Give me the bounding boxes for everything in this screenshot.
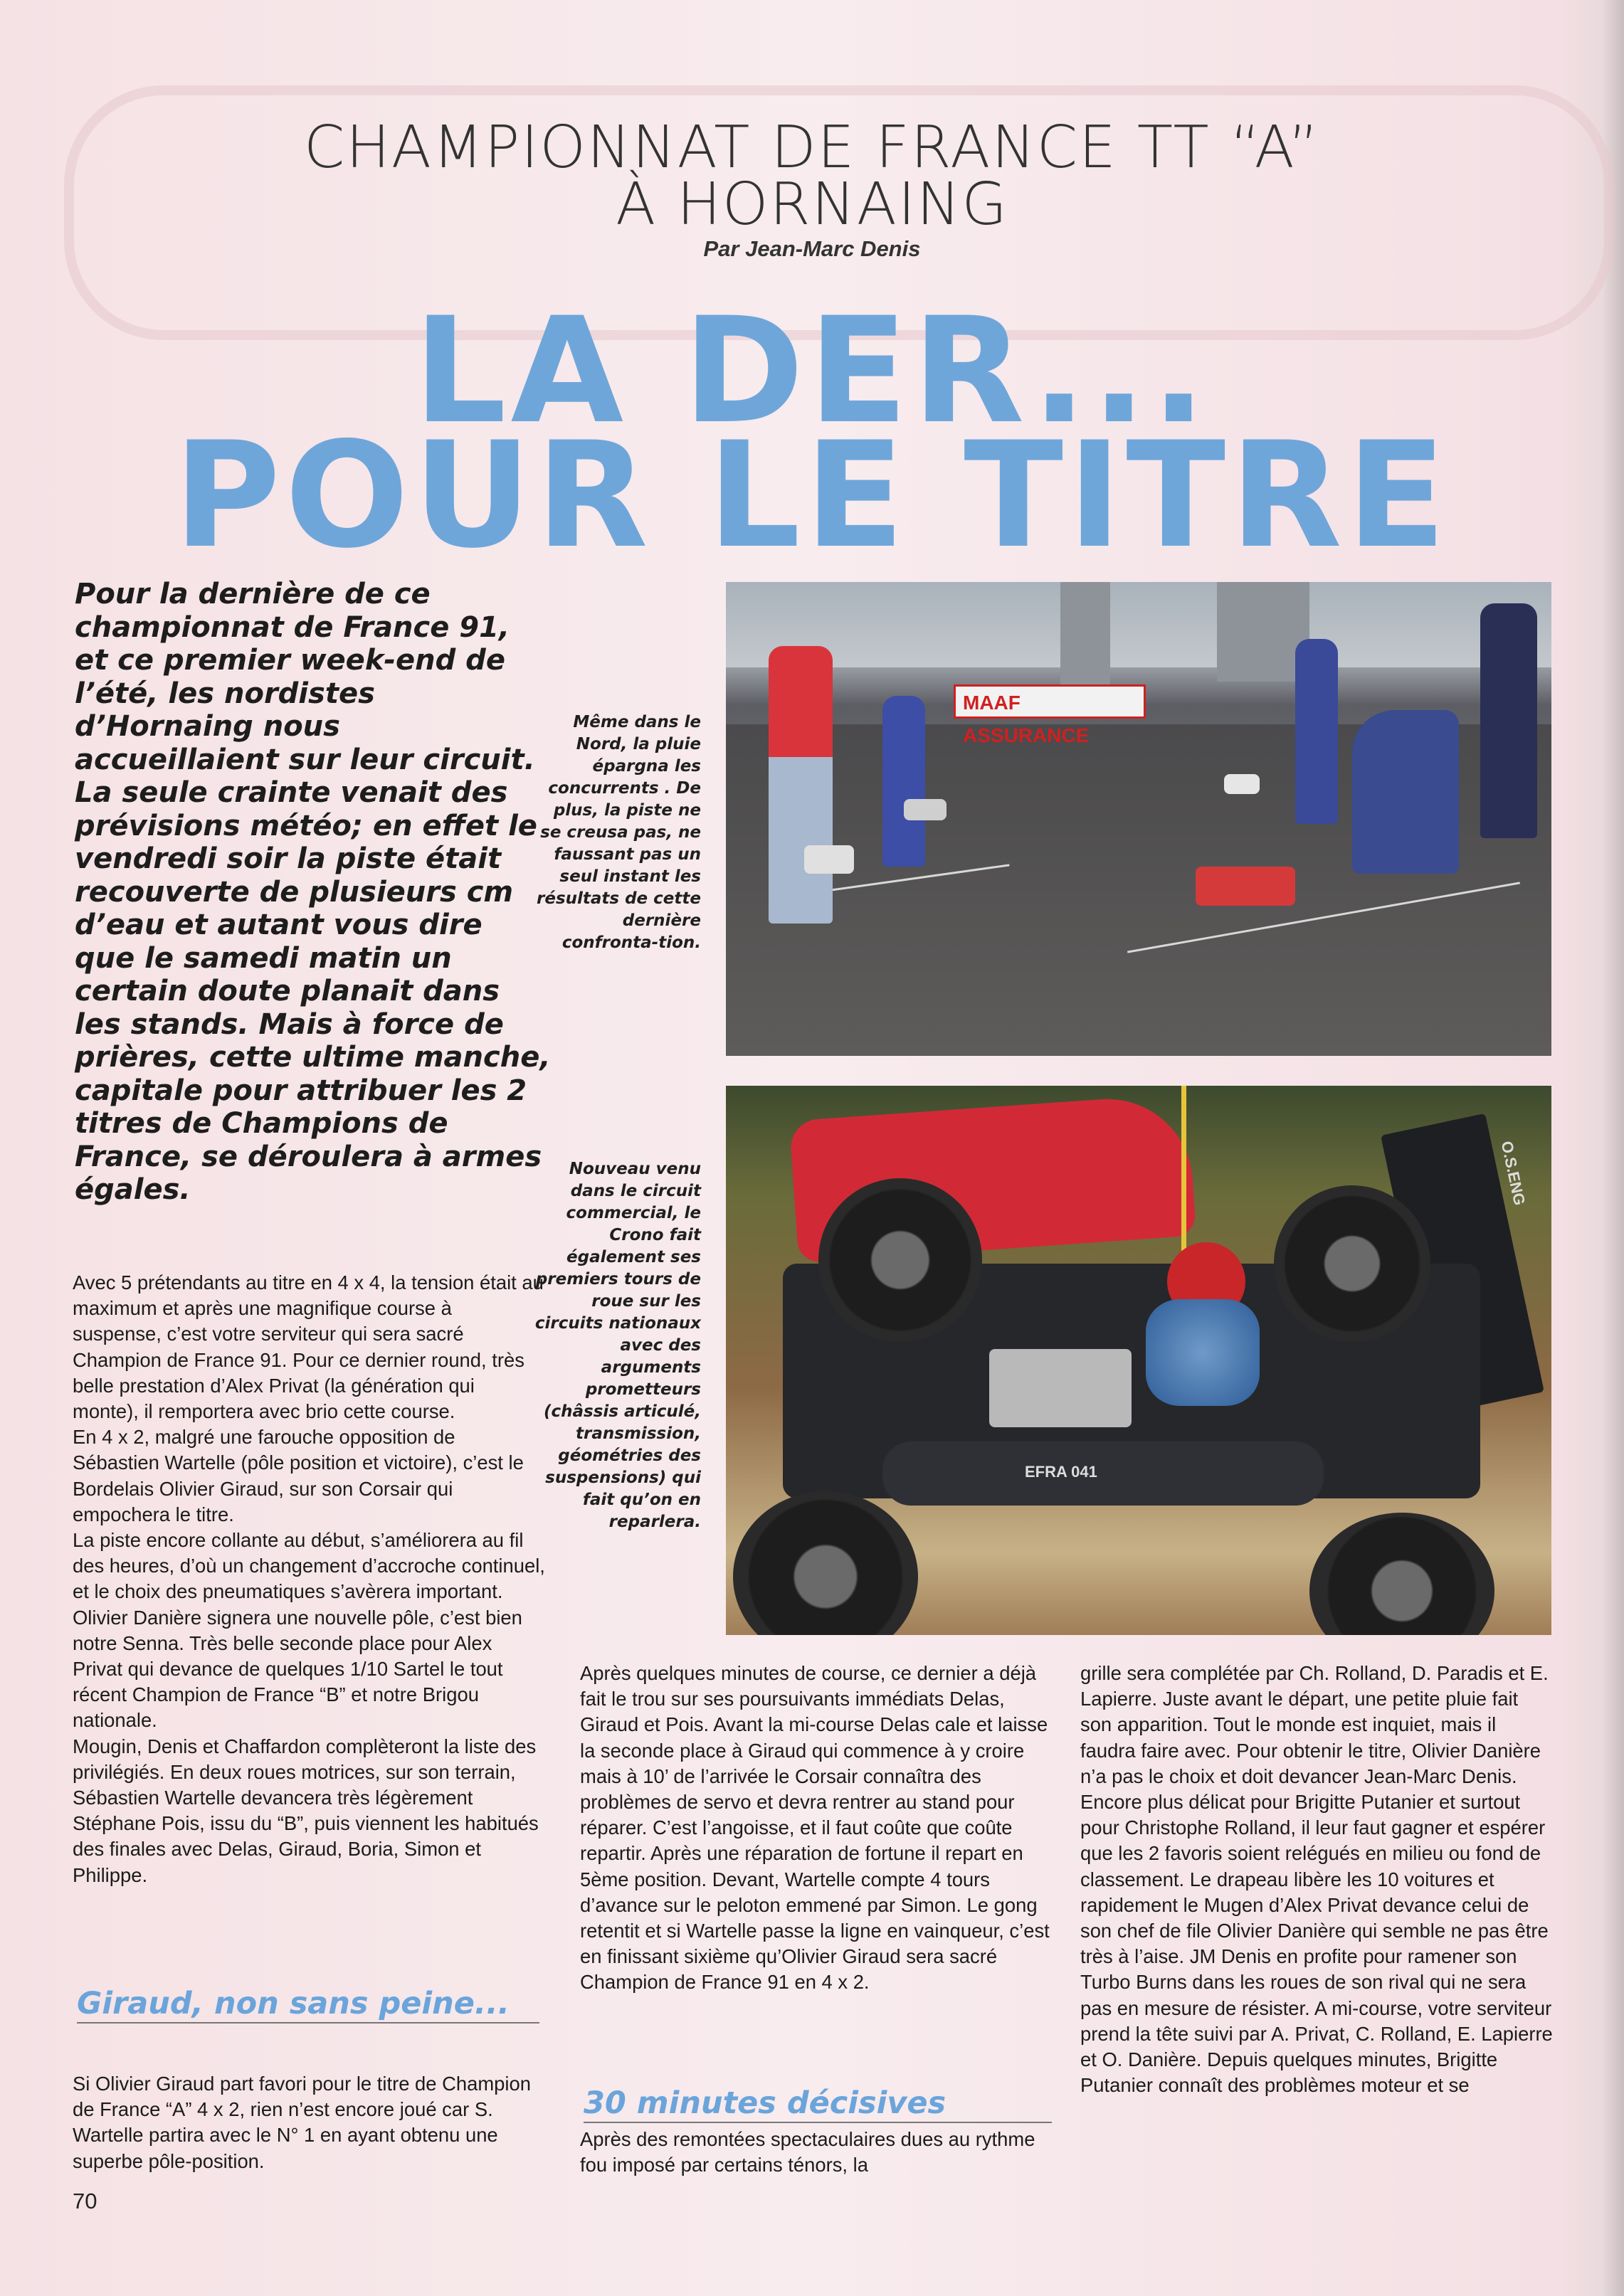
person-spectator	[1480, 603, 1537, 838]
body-column-1-continued	[73, 2071, 545, 2174]
photo-crono-buggy	[726, 1086, 1551, 1635]
body-paragraph: Si Olivier Giraud part favori pour le titre de Champion de France “A” 4 x 2, rien n’est encore joué car S. Wartelle partira avec le N° 1 en ayant obtenu une superbe pôle-position.	[73, 2073, 531, 2172]
body-paragraph: Après quelques minutes de course, ce dernier a déjà fait le trou sur ses poursuivants immédiats Delas, Giraud et Pois. Avant la mi-course Delas cale et laisse la seconde place à Giraud qui commence à y croire mais à 10’ de l’arrivée le Corsair connaîtra des problèmes de servo et devra rentrer au stand pour réparer. C’est l’angoisse, et il faut coûte que coûte repartir. Après une réparation de fortune il repart en 5ème position. Devant, Wartelle compte 4 tours d’avance sur le peloton emmené par Simon. Le gong retentit et si Wartelle passe la ligne en vainqueur, c’est en finissant sixième qu’Olivier Giraud sera sacré Champion de France 91 en 4 x 2.	[580, 1662, 1050, 1994]
body-column-2	[580, 1661, 1053, 1996]
body-paragraph: Avec 5 prétendants au titre en 4 x 4, la tension était au maximum et après une magnifique course à suspense, c’est votre serviteur qui sera sacré Champion de France 91. Pour ce dernier round, très belle prestation d’Alex Privat (la génération qui monte), il remportera avec brio cette course.	[73, 1271, 544, 1423]
body-paragraph: Mougin, Denis et Chaffardon complèteront la liste des privilégiés. En deux roues motrices, sur son terrain, Sébastien Wartelle devancera très légèrement Stéphane Pois, issu du “B”, puis viennent les habitués des finales avec Delas, Giraud, Boria, Simon et Philippe.	[73, 1735, 539, 1886]
person-red-jacket	[769, 646, 833, 924]
pipe-label: EFRA 041	[1025, 1463, 1097, 1481]
front-left-wheel	[818, 1178, 982, 1342]
kicker-line-2: À HORNAING	[616, 171, 1008, 238]
fuel-tank	[989, 1349, 1132, 1427]
body-paragraph: La piste encore collante au début, s’améliorera au fil des heures, d’où un changement d’accroche continuel, et le choix des pneumatiques s’avèrera important. Olivier Danière signera une nouvelle pôle, c’est bien notre Senna. Très belle seconde place pour Alex Privat qui devance de quelques 1/10 Sartel le tout récent Champion de France “B” et notre Brigou nationale.	[73, 1529, 545, 1732]
photo2-caption: Nouveau venu dans le circuit commercial, le Crono fait également ses premiers tours de roue sur les circuits nationaux avec des arguments prometteurs (châssis articulé, transmission, géométries des suspensions) qui fait qu’on en reparlera.	[534, 1160, 701, 1531]
front-right-wheel	[1274, 1185, 1430, 1342]
body-paragraph: Après des remontées spectaculaires dues au rythme fou imposé par certains ténors, la	[580, 2128, 1035, 2176]
rc-car	[1224, 774, 1260, 794]
person-kneeling	[1352, 710, 1459, 874]
rear-right-wheel	[1309, 1513, 1494, 1635]
rear-left-wheel	[733, 1491, 918, 1635]
person-marshal	[1295, 639, 1338, 824]
body-paragraph: En 4 x 2, malgré une farouche opposition de Sébastien Wartelle (pôle position et victoire), c’est le Bordelais Olivier Giraud, sur son Corsair qui empochera le titre.	[73, 1426, 524, 1525]
blue-engine-head	[1146, 1299, 1260, 1406]
photo1-caption: Même dans le Nord, la pluie épargna les concurrents . De plus, la piste ne se creusa pas, ne faussant pas un seul instant les résultats de cette dernière confronta-tion.	[537, 713, 701, 952]
byline: Par Jean-Marc Denis	[703, 236, 921, 261]
body-column-2-continued	[580, 2127, 1053, 2178]
rc-car	[804, 845, 854, 874]
photo-sky	[726, 582, 1551, 667]
subheading-30-minutes: 30 minutes décisives	[584, 2085, 1052, 2123]
headline-line-1: LA DER...	[413, 287, 1211, 456]
body-column-1	[73, 1270, 545, 1888]
person-marshal	[882, 696, 925, 867]
cooling-tower	[1060, 582, 1110, 689]
body-column-3	[1080, 1661, 1554, 2098]
page-number: 70	[73, 2189, 97, 2213]
sponsor-banner: MAAF ASSURANCE	[954, 684, 1146, 719]
photo-race-track	[726, 582, 1551, 1056]
body-paragraph: grille sera complétée par Ch. Rolland, D. Paradis et E. Lapierre. Juste avant le départ, une petite pluie fait son apparition. Tout le monde est inquiet, mais il faudra faire avec. Pour obtenir le titre, Olivier Danière n’a pas le choix et doit devancer Jean-Marc Denis. Encore plus délicat pour Brigitte Putanier et surtout pour Christophe Rolland, il leur faut gagner et espérer que les 2 favoris soient relégués en milieu ou fond de classement. Le drapeau libère les 10 voitures et rapidement le Mugen d’Alex Privat devance celui de son chef de file Olivier Danière qui semble ne pas être très à l’aise. JM Denis en profite pour ramener son Turbo Burns dans les roues de son rival qui ne sera pas en mesure de résister. A mi-course, votre serviteur prend la tête suivi par A. Privat, C. Rolland, E. Lapierre et O. Danière. Depuis quelques minutes, Brigitte Putanier connaît des problèmes moteur et se	[1080, 1662, 1553, 2097]
wing-label: O.S.ENG	[1497, 1139, 1529, 1207]
rc-car	[904, 799, 947, 820]
lead-paragraph: Pour la dernière de ce championnat de France 91, et ce premier week-end de l’été, les nordistes d’Hornaing nous accueillaient sur leur circuit. La seule crainte venait des prévisions météo; en effet le vendredi soir la piste était recouverte de plusieurs cm d’eau et autant vous dire que le samedi matin un certain doute planait dans les stands. Mais à force de prières, cette ultime manche, capitale pour attribuer les 2 titres de Champions de France, se déroulera à armes égales.	[75, 578, 551, 1206]
rc-car-red	[1196, 867, 1295, 906]
exhaust-pipe	[882, 1441, 1324, 1506]
subheading-giraud: Giraud, non sans peine...	[77, 1985, 539, 2023]
kicker-line-1: CHAMPIONNAT DE FRANCE TT “A”	[303, 114, 1321, 181]
headline-line-2: POUR LE TITRE	[173, 411, 1451, 581]
